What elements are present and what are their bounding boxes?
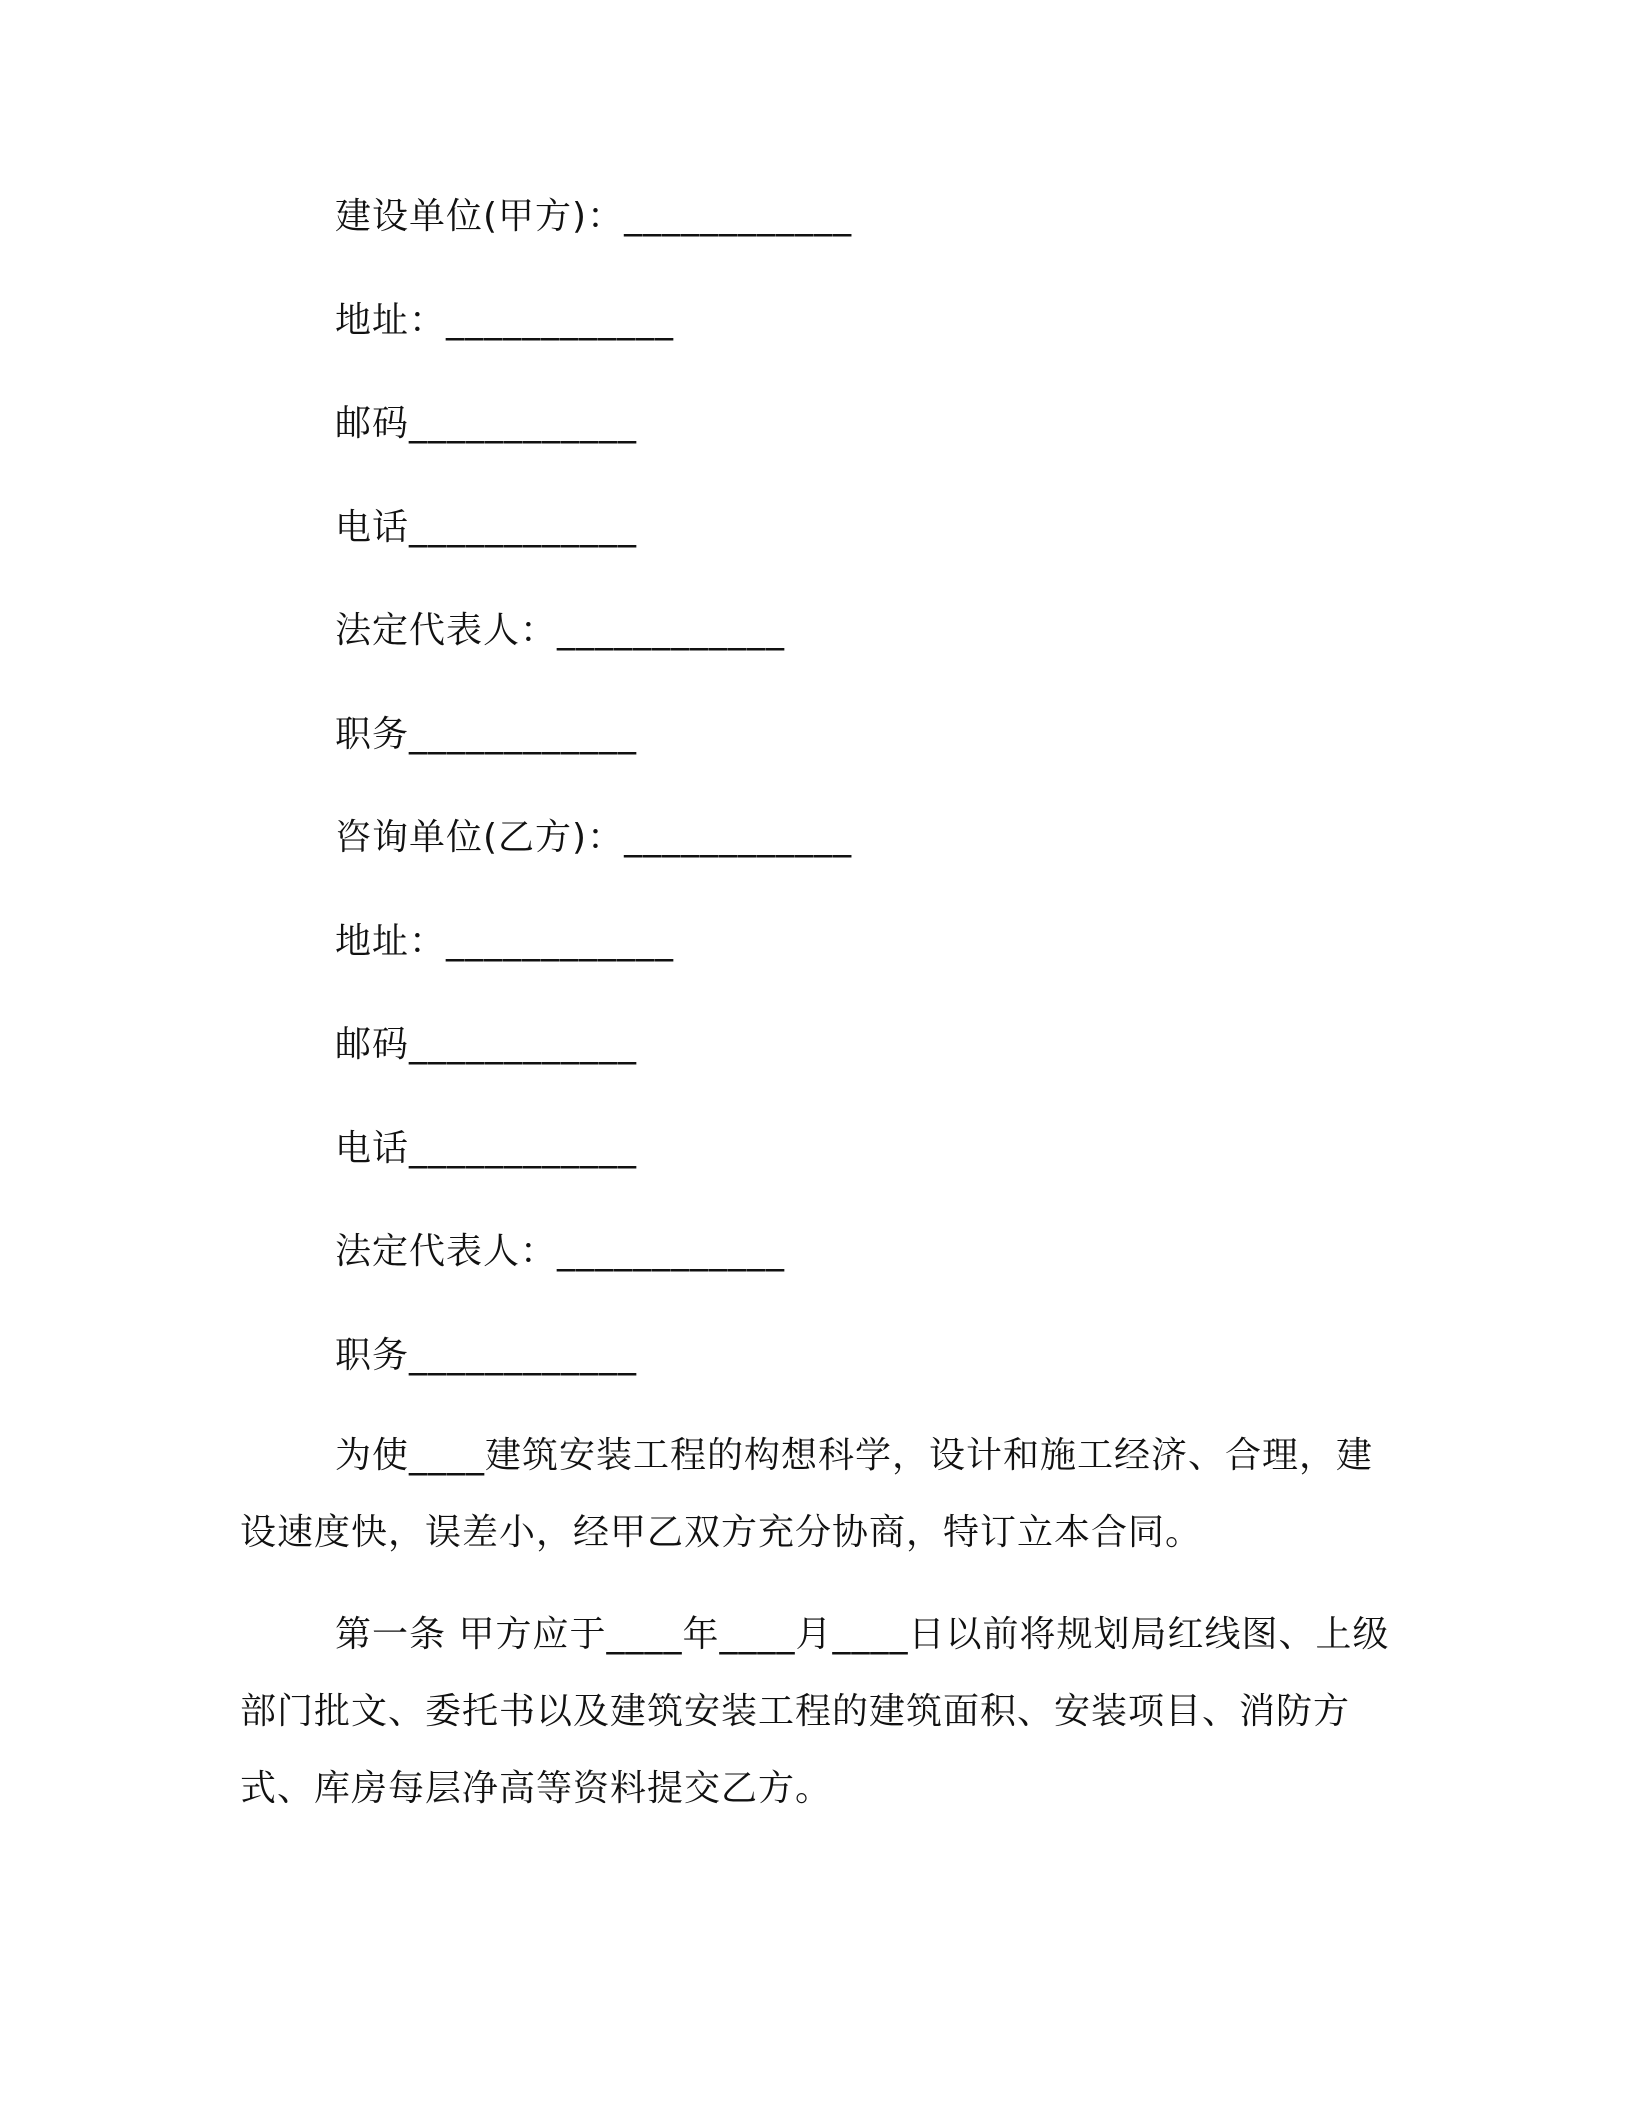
preamble-paragraph (240, 1417, 1400, 1571)
party-b-address: 地址：____________ (335, 921, 675, 962)
party-b-postcode: 邮码____________ (335, 1024, 638, 1065)
preamble-text: 为使____建筑安装工程的构想科学，设计和施工经济、合理，建设速度快，误差小，经甲乙双方充分协商，特订立本合同。 (240, 1435, 1374, 1553)
party-b-legal-rep: 法定代表人：____________ (335, 1231, 786, 1272)
party-a-phone: 电话____________ (335, 507, 638, 548)
party-a-legal-rep: 法定代表人：____________ (335, 610, 786, 651)
article-1-paragraph (240, 1596, 1400, 1827)
article-1-text: 第一条 甲方应于____年____月____日以前将规划局红线图、上级部门批文、委托书以及建筑安装工程的建筑面积、安装项目、消防方式、库房每层净高等资料提交乙方。 (240, 1614, 1390, 1809)
party-a-postcode: 邮码____________ (335, 403, 638, 444)
party-a-unit: 建设单位(甲方)：____________ (335, 196, 853, 237)
party-a-address: 地址：____________ (335, 300, 675, 341)
party-b-phone: 电话____________ (335, 1128, 638, 1169)
party-a-position: 职务____________ (335, 714, 638, 755)
party-b-position: 职务____________ (335, 1335, 638, 1376)
party-b-unit: 咨询单位(乙方)：____________ (335, 817, 853, 858)
